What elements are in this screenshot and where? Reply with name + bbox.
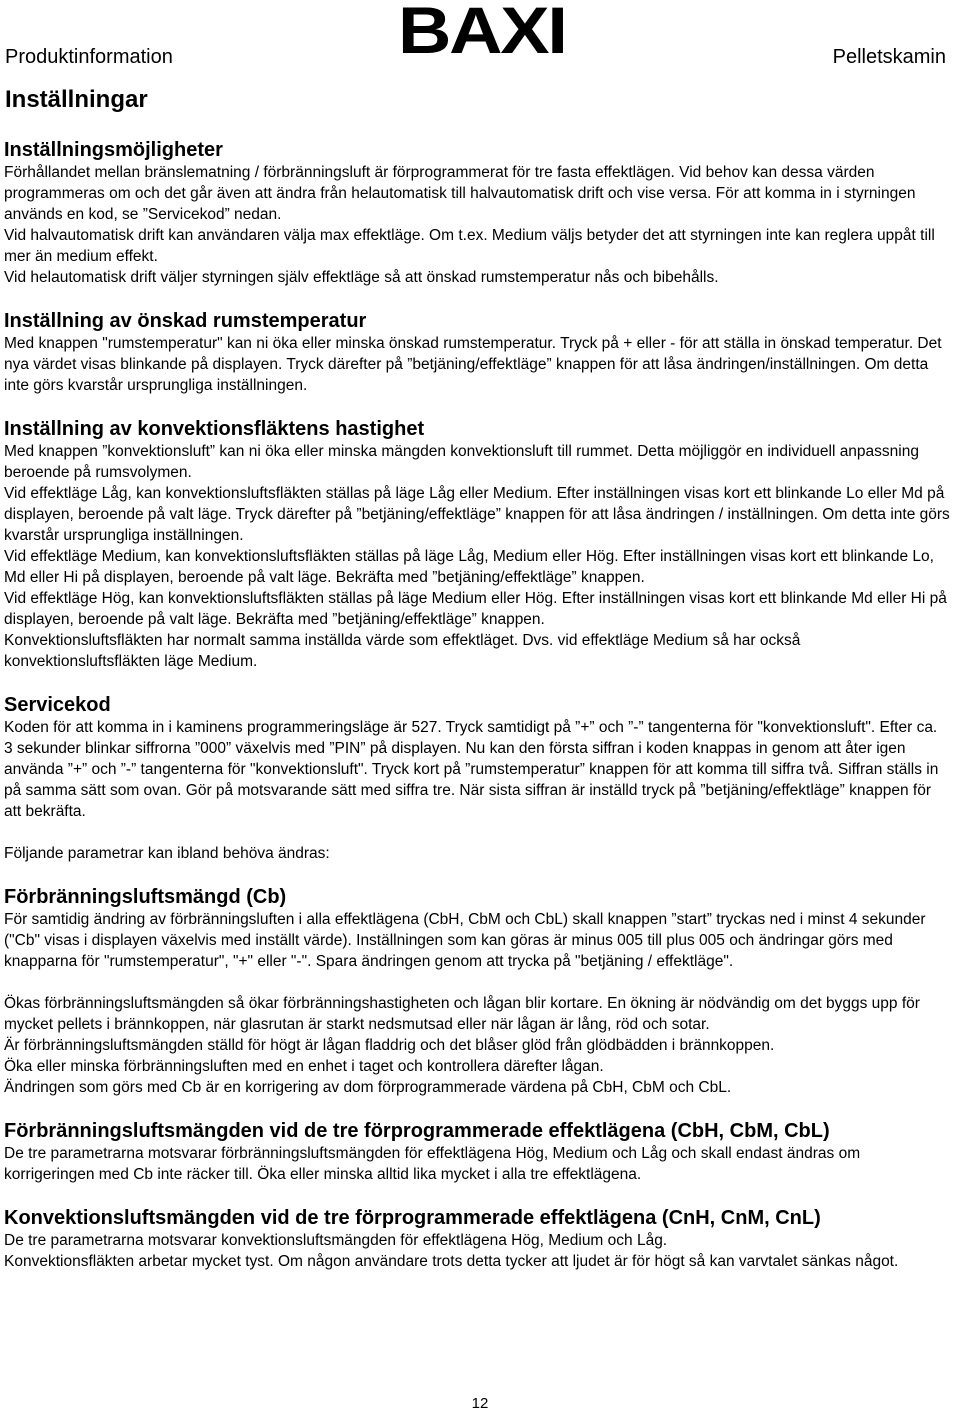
paragraph: För samtidig ändring av förbränningsluften i alla effektlägena (CbH, CbM och CbL) skall knappen ”start” tryckas ned i minst 4 sekunder ("Cb" visas i displayen växelvis med inställt värde). Inställningen som kan göras är minus 005 till plus 005 och ändringar görs med knapparna för "rumstemperatur", "+" eller "-". Spara ändringen genom att trycka på "betjäning / effektläge". xyxy=(4,911,926,970)
paragraph: Öka eller minska förbränningsluften med en enhet i taget och kontrollera därefter lågan. xyxy=(4,1058,604,1075)
paragraph: De tre parametrarna motsvarar förbränningsluftsmängden för effektlägena Hög, Medium och Låg och skall endast ändras om korrigeringen med Cb inte räcker till. Öka eller minska alltid lika mycket i alla tre effektlägena. xyxy=(4,1145,861,1183)
page-header xyxy=(0,0,960,78)
section-forbranningsluft-effektlagen xyxy=(4,1119,950,1185)
paragraph: De tre parametrarna motsvarar konvektionsluftsmängden för effektlägena Hög, Medium och Låg. xyxy=(4,1232,668,1249)
paragraph: Med knappen "rumstemperatur" kan ni öka eller minska önskad rumstemperatur. Tryck på + eller - för att ställa in önskad temperatur. Det nya värdet visas blinkande på displayen. Tryck därefter på ”betjäning/effektläge” knappen för att låsa ändringen/inställningen. Om detta inte görs kvarstår ursprungliga inställningen. xyxy=(4,335,942,394)
section-installningsmojligheter xyxy=(4,138,950,288)
section-heading: Inställning av konvektionsfläktens hastighet xyxy=(4,418,425,440)
section-rumstemperatur xyxy=(4,309,950,396)
paragraph: Vid effektläge Medium, kan konvektionsluftsfläkten ställas på läge Låg, Medium eller Hög. Efter inställningen visas kort ett blinkande Lo, Md eller Hi på displayen, beroende på valt läge. Bekräfta med ”betjäning/effektläge” knappen. xyxy=(4,548,934,586)
page-title: Inställningar xyxy=(5,86,148,113)
section-heading: Förbränningsluftsmängd (Cb) xyxy=(4,886,287,908)
paragraph: Koden för att komma in i kaminens programmeringsläge är 527. Tryck samtidigt på ”+” och ”-” tangenterna för "konvektionsluft". Efter ca. 3 sekunder blinkar siffrorna ”000” växelvis med ”PIN” på displayen. Nu kan den första siffran i koden knappas in genom att åter igen använda ”+” och ”-” tangenterna för "konvektionsluft". Tryck kort på ”rumstemperatur” knappen för att komma till siffra två. Siffran ställs in på samma sätt som ovan. Gör på motsvarande sätt med siffra tre. När sista siffran är inställd tryck på ”betjäning/effektläge” knappen för att bekräfta. xyxy=(4,719,939,820)
section-servicekod xyxy=(4,693,950,822)
paragraph: Konvektionsfläkten arbetar mycket tyst. Om någon användare trots detta tycker att ljudet är för högt så kan varvtalet sänkas något. xyxy=(4,1253,899,1270)
section-konvektionsflakt xyxy=(4,417,950,672)
paragraph: Vid effektläge Hög, kan konvektionsluftsfläkten ställas på läge Medium eller Hög. Efter inställningen visas kort ett blinkande Md eller Hi på displayen, beroende på valt läge. Bekräfta med ”betjäning/effektläge” knappen. xyxy=(4,590,947,628)
page-number: 12 xyxy=(471,1395,489,1412)
paragraph: Vid halvautomatisk drift kan användaren välja max effektläge. Om t.ex. Medium väljs betyder det att styrningen inte kan reglera uppåt till mer än medium effekt. xyxy=(4,227,935,265)
header-left-label: Produktinformation xyxy=(5,46,173,68)
intro-parameters: Följande parametrar kan ibland behöva ändras: xyxy=(4,845,330,862)
paragraph: Med knappen ”konvektionsluft” kan ni öka eller minska mängden konvektionsluft till rummet. Detta möjliggör en individuell anpassning beroende på rumsvolymen. xyxy=(4,443,919,481)
section-heading: Förbränningsluftsmängden vid de tre förprogrammerade effektlägena (CbH, CbM, CbL) xyxy=(4,1120,830,1142)
section-heading: Inställningsmöjligheter xyxy=(4,139,223,161)
paragraph: Är förbränningsluftsmängden ställd för högt är lågan fladdrig och det blåser glöd från glödbädden i brännkoppen. xyxy=(4,1037,775,1054)
paragraph: Ökas förbränningsluftsmängden så ökar förbränningshastigheten och lågan blir kortare. En ökning är nödvändig om det byggs upp för mycket pellets i brännkoppen, när glasrutan är starkt nedsmutsad eller när lågan är lång, röd och sotar. xyxy=(4,995,920,1033)
section-forbranningsluft-cb xyxy=(4,885,950,1098)
section-heading: Servicekod xyxy=(4,694,111,716)
paragraph: Konvektionsluftsfläkten har normalt samma inställda värde som effektläget. Dvs. vid effektläge Medium så har också konvektionsluftsfläkten läge Medium. xyxy=(4,632,801,670)
brand-logo xyxy=(398,0,588,67)
section-heading: Konvektionsluftsmängden vid de tre förprogrammerade effektlägena (CnH, CnM, CnL) xyxy=(4,1207,821,1229)
document-body xyxy=(4,138,950,1272)
section-heading: Inställning av önskad rumstemperatur xyxy=(4,310,367,332)
header-right-label: Pelletskamin xyxy=(832,46,946,68)
logo-text: BAXI xyxy=(398,0,566,67)
section-konvektionsluft-effektlagen xyxy=(4,1206,950,1272)
paragraph: Ändringen som görs med Cb är en korrigering av dom förprogrammerade värdena på CbH, CbM och CbL. xyxy=(4,1079,732,1096)
paragraph: Vid helautomatisk drift väljer styrningen själv effektläge så att önskad rumstemperatur nås och bibehålls. xyxy=(4,269,719,286)
paragraph: Förhållandet mellan bränslematning / förbränningsluft är förprogrammerat för tre fasta effektlägen. Vid behov kan dessa värden programmeras om och det går även att ändra från helautomatisk till halvautomatisk drift och vise versa. För att komma in i styrningen används en kod, se ”Servicekod” nedan. xyxy=(4,164,916,223)
paragraph: Vid effektläge Låg, kan konvektionsluftsfläkten ställas på läge Låg eller Medium. Efter inställningen visas kort ett blinkande Lo eller Md på displayen, beroende på valt läge. Tryck därefter på ”betjäning/effektläge” knappen för att låsa ändringen / inställningen. Om detta inte görs kvarstår ursprungliga inställningen. xyxy=(4,485,950,544)
